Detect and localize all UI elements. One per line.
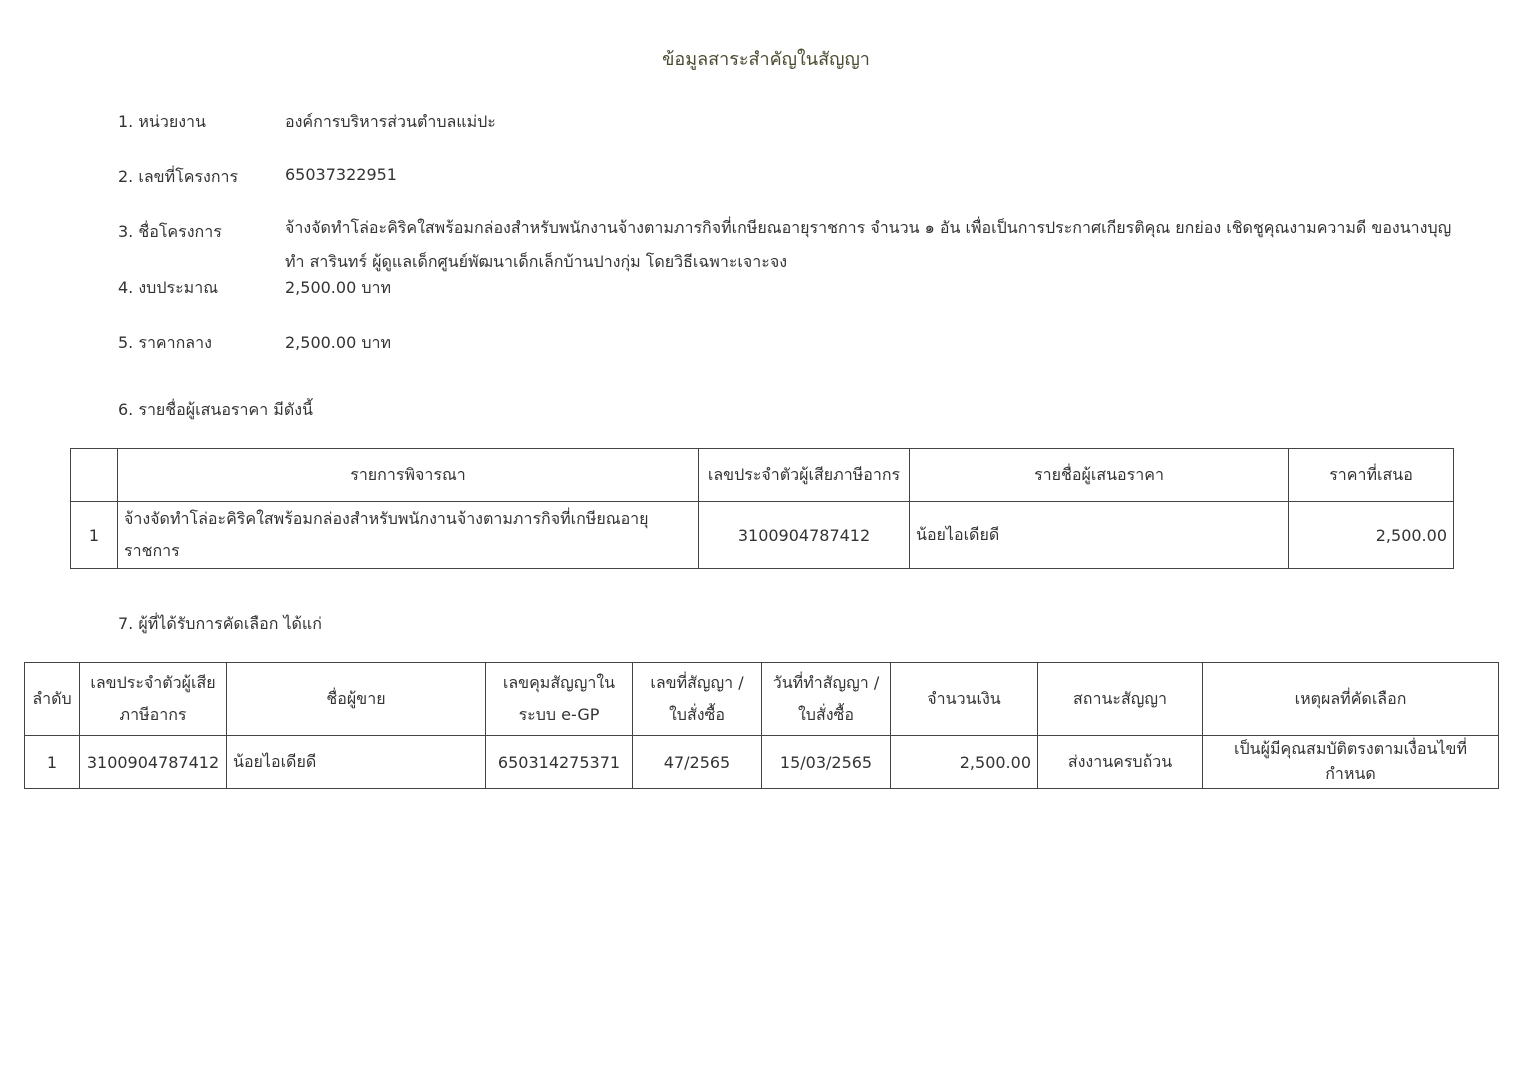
bidders-table (70, 448, 1454, 569)
cell-no: 1 (25, 736, 80, 789)
field-label: 2. เลขที่โครงการ (118, 167, 239, 186)
cell-contract-date: 15/03/2565 (762, 736, 891, 789)
cell-tax-id: 3100904787412 (699, 502, 910, 569)
field-value: 65037322951 (285, 165, 397, 184)
col-header: สถานะสัญญา (1038, 663, 1203, 736)
col-header: เลขคุมสัญญาในระบบ e-GP (486, 663, 633, 736)
cell-reason: เป็นผู้มีคุณสมบัติตรงตามเงื่อนไขที่กำหนด (1203, 736, 1499, 789)
col-header: เหตุผลที่คัดเลือก (1203, 663, 1499, 736)
col-header: ราคาที่เสนอ (1289, 449, 1454, 502)
field-label: 5. ราคากลาง (118, 333, 212, 352)
cell-bidder: น้อยไอเดียดี (910, 502, 1289, 569)
col-header: เลขที่สัญญา / ใบสั่งซื้อ (633, 663, 762, 736)
field-label: 3. ชื่อโครงการ (118, 222, 222, 241)
document-title: ข้อมูลสาระสำคัญในสัญญา (662, 49, 870, 70)
table-header-row (25, 663, 1499, 736)
field-value: องค์การบริหารส่วนตำบลแม่ปะ (285, 112, 496, 131)
table-row (71, 502, 1454, 569)
field-value: 2,500.00 บาท (285, 278, 392, 297)
cell-price: 2,500.00 (1289, 502, 1454, 569)
col-header: ชื่อผู้ขาย (227, 663, 486, 736)
field-label: 4. งบประมาณ (118, 278, 219, 297)
table-header-row (71, 449, 1454, 502)
col-header: วันที่ทำสัญญา / ใบสั่งซื้อ (762, 663, 891, 736)
cell-tax-id: 3100904787412 (80, 736, 227, 789)
section6-heading: 6. รายชื่อผู้เสนอราคา มีดังนี้ (118, 400, 313, 419)
col-header: จำนวนเงิน (891, 663, 1038, 736)
cell-egp-number: 650314275371 (486, 736, 633, 789)
col-header: เลขประจำตัวผู้เสียภาษีอากร (699, 449, 910, 502)
cell-item: จ้างจัดทำโล่อะคิริคใสพร้อมกล่องสำหรับพนักงานจ้างตามภารกิจที่เกษียณอายุราชการ (118, 502, 699, 569)
section7-heading: 7. ผู้ที่ได้รับการคัดเลือก ได้แก่ (118, 614, 322, 633)
col-header: เลขประจำตัวผู้เสียภาษีอากร (80, 663, 227, 736)
col-header: รายการพิจารณา (118, 449, 699, 502)
table-row (25, 736, 1499, 789)
cell-no: 1 (71, 502, 118, 569)
field-value: 2,500.00 บาท (285, 333, 392, 352)
col-header (71, 449, 118, 502)
cell-contract-number: 47/2565 (633, 736, 762, 789)
cell-seller: น้อยไอเดียดี (227, 736, 486, 789)
col-header: ลำดับ (25, 663, 80, 736)
selected-vendor-table (24, 662, 1499, 789)
cell-amount: 2,500.00 (891, 736, 1038, 789)
cell-status: ส่งงานครบถ้วน (1038, 736, 1203, 789)
field-value: จ้างจัดทำโล่อะคิริคใสพร้อมกล่องสำหรับพนักงานจ้างตามภารกิจที่เกษียณอายุราชการ จำนวน ๑ อัน เพื่อเป็นการประกาศเกียรติคุณ ยกย่อง เชิดชูคุณงามความดี ของนางบุญทำ สารินทร์ ผู้ดูแลเด็กศูนย์พัฒนาเด็กเล็กบ้านปางกุ่ม โดยวิธีเฉพาะเจาะจง (285, 218, 1452, 271)
field-label: 1. หน่วยงาน (118, 112, 206, 131)
col-header: รายชื่อผู้เสนอราคา (910, 449, 1289, 502)
